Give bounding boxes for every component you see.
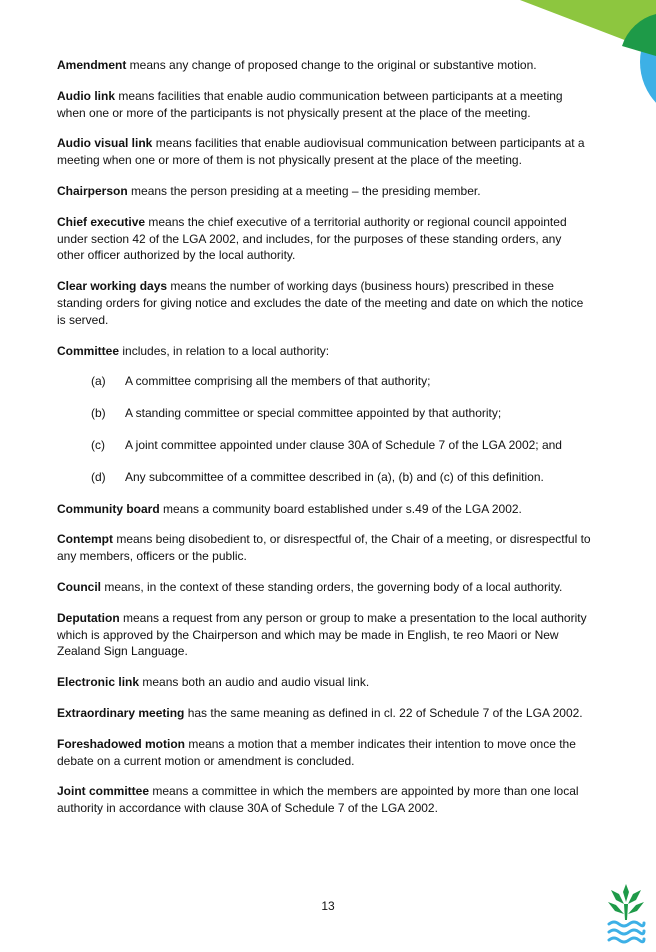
- definition-deputation: [57, 610, 592, 660]
- definition-committee: [57, 343, 592, 360]
- definition-text: means, in the context of these standing orders, the governing body of a local authority.: [101, 579, 563, 594]
- definition-audio-link: [57, 88, 592, 122]
- definition-contempt: [57, 531, 592, 565]
- definition-text: means a community board established under s.49 of the LGA 2002.: [159, 501, 522, 516]
- committee-item-label: (b): [91, 406, 106, 421]
- definition-text: means the chief executive of a territorial authority or regional council appointed under section 42 of the LGA 2002, and includes, for the purposes of these standing orders, any other officer authorized by the local authority.: [57, 214, 567, 263]
- committee-item-text: A standing committee or special committee appointed by that authority;: [125, 406, 502, 421]
- committee-item-text: A joint committee appointed under clause 30A of Schedule 7 of the LGA 2002; and: [125, 437, 562, 452]
- committee-item-label: (c): [91, 437, 105, 452]
- definition-term: Clear working days: [57, 279, 168, 294]
- definition-chairperson: [57, 183, 592, 200]
- definitions-list: [57, 57, 592, 359]
- page-content: [57, 57, 592, 831]
- definition-text: means a request from any person or group to make a presentation to the local authority which is approved by the Chairperson and which may be made in English, te reo Maori or New Zealand Sign Language.: [57, 610, 587, 659]
- definition-term: Foreshadowed motion: [57, 736, 186, 751]
- definition-term: Council: [57, 579, 101, 594]
- definition-term: Audio visual link: [57, 136, 153, 151]
- definition-text: means the number of working days (business hours) prescribed in these standing orders for giving notice and excludes the date of the meeting and date on which the notice is served.: [57, 279, 584, 327]
- definition-extraordinary-meeting: [57, 705, 592, 722]
- definition-term: Audio link: [57, 88, 115, 103]
- committee-sublist: [57, 373, 592, 485]
- committee-item: [57, 405, 592, 422]
- definition-text: means facilities that enable audiovisual communication between participants at a meeting when one or more of them is not physically present at the place of the meeting.: [57, 136, 585, 168]
- definition-term: Extraordinary meeting: [57, 705, 185, 720]
- definition-audio-visual-link: [57, 135, 592, 169]
- definition-term: Chairperson: [57, 183, 128, 198]
- committee-item: [57, 373, 592, 390]
- definition-community-board: [57, 501, 592, 518]
- definition-term: Deputation: [57, 610, 120, 625]
- definition-text: means any change of proposed change to the original or substantive motion.: [126, 58, 537, 72]
- definition-foreshadowed-motion: [57, 736, 592, 770]
- definitions-list-continued: [57, 501, 592, 817]
- definition-text: means a committee in which the members are appointed by more than one local authority in accordance with clause 30A of Schedule 7 of the LGA 2002.: [57, 784, 579, 816]
- committee-item-text: A committee comprising all the members of that authority;: [125, 374, 431, 389]
- definition-term: Chief executive: [57, 214, 146, 229]
- committee-item-text: Any subcommittee of a committee described in (a), (b) and (c) of this definition.: [125, 469, 544, 484]
- definition-term: Amendment: [57, 58, 127, 72]
- council-logo-icon: [606, 880, 646, 948]
- definition-chief-executive: [57, 214, 592, 264]
- definition-text: means both an audio and audio visual link.: [139, 675, 370, 690]
- definition-council: [57, 579, 592, 596]
- definition-text: means the person presiding at a meeting – the presiding member.: [127, 183, 481, 198]
- definition-text: includes, in relation to a local authority:: [119, 343, 330, 358]
- definition-amendment: [57, 57, 592, 74]
- definition-text: means facilities that enable audio communication between participants at a meeting when one or more of the participants is not physically present at the place of the meeting.: [57, 88, 563, 120]
- committee-item: [57, 469, 592, 486]
- committee-item: [57, 437, 592, 454]
- committee-item-label: (a): [91, 374, 106, 389]
- definition-term: Community board: [57, 501, 160, 516]
- definition-clear-working-days: [57, 278, 592, 328]
- definition-term: Electronic link: [57, 675, 140, 690]
- definition-term: Contempt: [57, 532, 113, 547]
- definition-term: Joint committee: [57, 784, 150, 799]
- definition-text: means a motion that a member indicates their intention to move once the debate on a current motion or amendment is concluded.: [57, 736, 576, 768]
- definition-joint-committee: [57, 783, 592, 817]
- definition-term: Committee: [57, 343, 120, 358]
- page-number: 13: [321, 899, 335, 913]
- committee-item-label: (d): [91, 469, 106, 484]
- definition-electronic-link: [57, 674, 592, 691]
- definition-text: means being disobedient to, or disrespectful of, the Chair of a meeting, or disrespectful to any members, officers or the public.: [57, 532, 591, 564]
- definition-text: has the same meaning as defined in cl. 22 of Schedule 7 of the LGA 2002.: [184, 705, 583, 720]
